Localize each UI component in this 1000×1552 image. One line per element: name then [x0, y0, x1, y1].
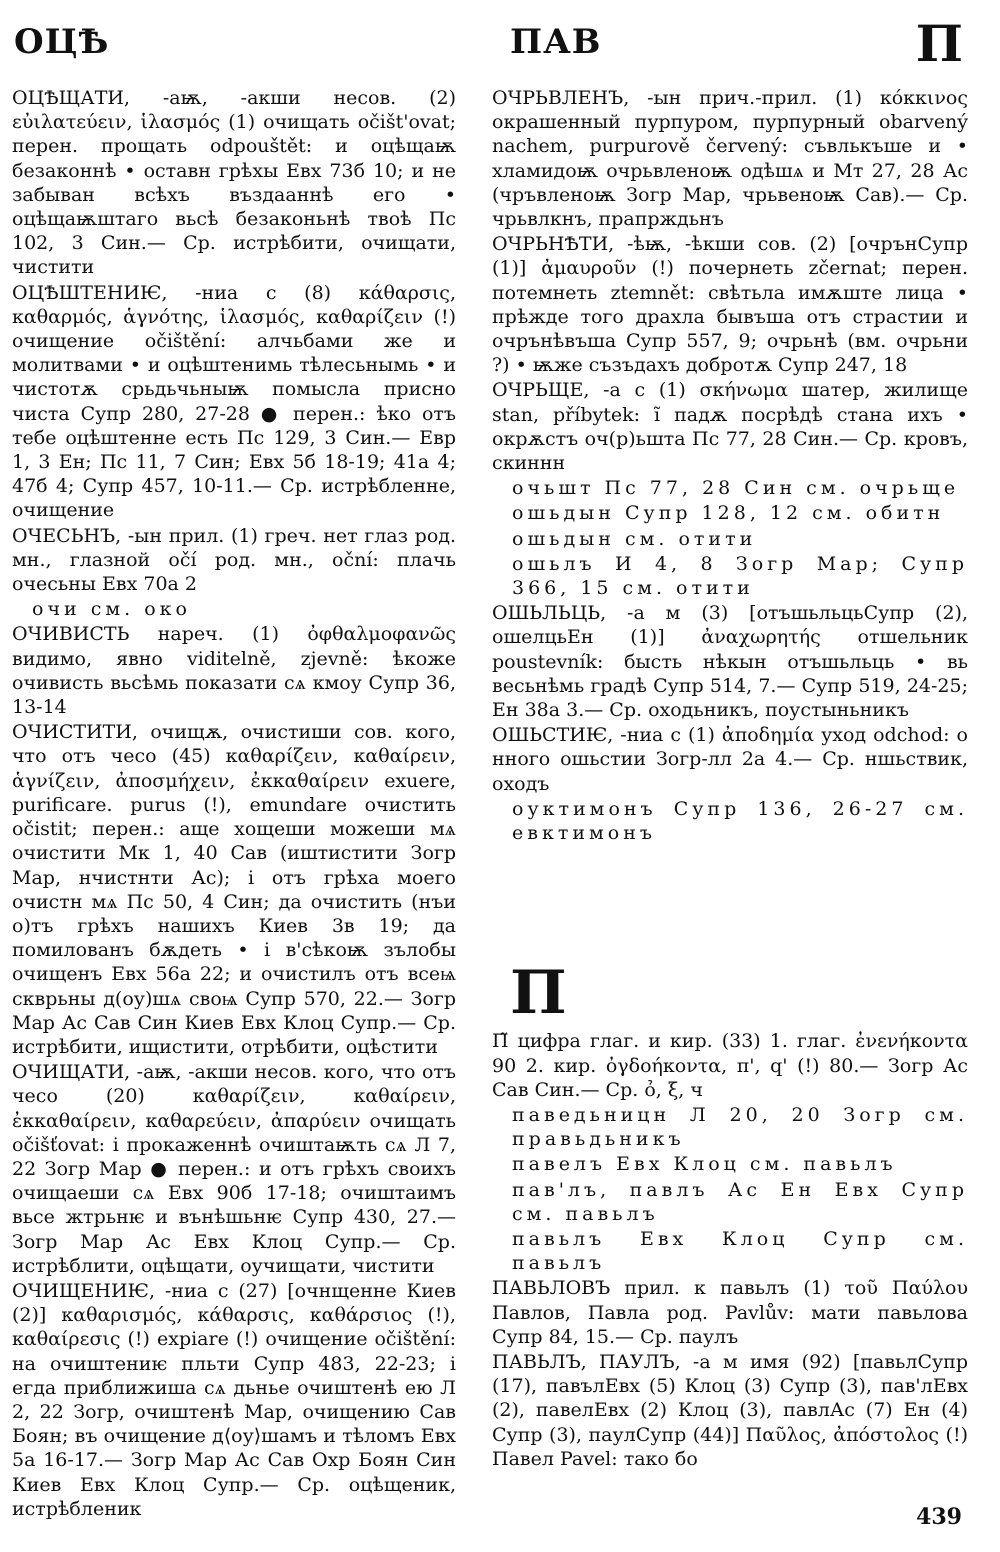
dictionary-entry: ОЧИСТИТИ, очищѫ, очистиши сов. кого, что отъ чесо (45) καθαρίζειν, καθαίρειν, ἁγνίζειν, ἀποσμήχειν, ἐκκαθαίρειν exuere, purificare. purus (!), emundare очистить očistit; перен.: аще хощеши можеши мѧ очистити Мк 1, 40 Сав (иштистити Зогр Мар, нчистнти Ас); і отъ грѣха моего очистн мѧ Пс 50, 4 Син; да очистить (нъи о)тъ грѣхъ нашихъ Киев 3в 19; да помилованъ бѫдеть • і в'сѣкоѭ зълобы очищенъ Евх 56а 22; и очистилъ отъ всеѩ скврьны д(оу)шѧ своѩ Супр 570, 22.— Зогр Мар Ас Сав Син Киев Евх Клоц Супр.— Ср. истрѣбити, ищистити, отрѣбити, оцѣстити [12, 721, 456, 1058]
cross-reference: павьлъ Евх Клоц Супр см. павьлъ [512, 1227, 968, 1275]
cross-reference: ошьдын см. отити [512, 527, 757, 550]
dictionary-entry: ОЧРЬВЛЕНЪ, -ын прич.-прил. (1) κόκκινος окрашенный пурпуром, пурпурный obarvený nachem, purpurově červený: съвлькъше и • хламидоѭ очрьвленоѭ одѣшѧ и Мт 27, 28 Ас (чръвленоѭ Зогр Мар, чрьвеноѭ Сав).— Ср. чрьвлкнъ, прапрждьнъ [492, 87, 968, 231]
dictionary-entry: ОЦѢШТЕНИѤ, -ниа с (8) κάθαρσις, καθαρμός, ἁγνότης, ἱλασμός, καθαρίζειν (!) очищение očištění: алчьбами же и молитвами • и оцѣштенимь тѣлесьнымь • и чистотѫ срьдьчьныѭ помысла присно чиста Супр 280, 27-28 ● перен.: ѣко отъ тебе оцѣштенне есть Пс 129, 3 Син.— Евр 1, 3 Ен; Пс 11, 7 Син; Евх 5б 18-19; 41а 4; 47б 4; Супр 457, 10-11.— Ср. истрѣбленне, очищение [12, 281, 456, 522]
page-number: 439 [916, 1504, 962, 1530]
cross-reference: павелъ Евх Клоц см. павьлъ [512, 1153, 897, 1176]
dictionary-entry: ОШЬЛЬЦЬ, -а м (3) [отъшьльцьСупр (2), ошелцьЕн (1)] ἀναχωρητής отшельник poustevník: бысть нѣкын отъшьльць • вь весьнѣмь градѣ Супр 514, 7.— Супр 519, 24-25; Ен 38а 3.— Ср. оходьникъ, поустыньникъ [492, 602, 968, 722]
dictionary-entry: ПАВЬЛОВЪ прил. к павьлъ (1) τοῦ Παύλου Павлов, Павла род. Pavlův: мати павьлова Супр 84, 15.— Ср. паулъ [492, 1277, 968, 1348]
section-letter: П [510, 958, 567, 1029]
dictionary-entry: ОЧИЩЕНИѤ, -ниа с (27) [очнщенне Киев (2)] καθαρισμός, κάθαρσις, καθάρσιος (!), καθαίρεσις (!) expiare (!) очищение očištění: на очиштениѥ пльти Супр 483, 22-23; і егда приближиша сѧ дьнье очиштенѣ ею Л 2, 22 Зогр, очиштенѣ Мар, очищению Сав Боян; въ очищение д⟨оу⟩шамъ и тѣломъ Евх 5а 16-17.— Зогр Мар Ас Сав Охр Боян Син Киев Евх Клоц Супр.— Ср. оцѣщеник, истрѣбленик [12, 1279, 456, 1520]
cross-reference: пав'лъ, павлъ Ас Ен Евх Супр см. павьлъ [512, 1178, 968, 1225]
dictionary-entry: ОЦѢЩАТИ, -аѭ, -акши несов. (2) εὐιλατεύειν, ἱλασμός (1) очищать očišt'ovat; перен. прощать odpouštět: и оцѣщаѭ безаконнѣ • оставн грѣхы Евх 73б 10; и не забыван всѣхъ въздааннѣ его • оцѣщаѭштаго вьсѣ безаконьнѣ твоѣ Пс 102, 3 Син.— Ср. истрѣбити, очищати, чистити [12, 87, 456, 279]
cross-reference: очи см. око [32, 598, 191, 621]
cross-reference: ошьдын Супр 128, 12 см. обитн [512, 502, 945, 525]
dictionary-entry: ОЧРЬЩЕ, -а с (1) σκήνωμα шатер, жилище stan, příbytek: ĩ падѫ посрѣдѣ стана ихъ • окрѫстъ оч(р)ьшта Пс 77, 28 Син.— Ср. кровъ, скиннн [492, 379, 968, 475]
running-head-left: ОЦѢ [14, 22, 110, 62]
running-head-middle: ПАВ [510, 22, 602, 62]
dictionary-entry: ОЧРЬНѢТИ, -ѣѭ, -ѣкши сов. (2) [очрънСупр (1)] ἀμαυροῦν (!) почернеть zčernat; перен. потемнеть ztemnět: свѣтьла имѫште лица • прѣжде того драхла бывъша отъ страстии и очрънѣвъша Супр 557, 9; очрьнѣ (вм. очрьни ?) • ѭже съзъдахъ добротѫ Супр 247, 18 [492, 233, 968, 377]
cross-reference: оуктимонъ Супр 136, 26-27 см. евктимонъ [512, 797, 968, 845]
dictionary-entry: ОЧИЩАТИ, -аѭ, -акши несов. кого, что отъ чесо (20) καθαρίζειν, καθαίρειν, ἐκκαθαίρειν, καθαρεύειν, ἀπαρύειν очищать očišťovat: і прокаженнѣ очиштаѭть сѧ Л 7, 22 Зогр Мар ● перен.: и отъ грѣхъ своихъ очищаеши сѧ Евх 90б 17-18; очиштаимъ вьсе жтрьнѥ и вънѣшьнѥ Супр 430, 27.— Зогр Мар Ас Евх Клоц Супр.— Ср. истрѣблити, оцѣщати, оучищати, чистити [12, 1061, 456, 1277]
dictionary-entry: П̃ цифра глаг. и кир. (33) 1. глаг. ἐνενήκοντα 90 2. кир. ὀγδοήκοντα, π', q' (!) 80.— Зогр Ас Сав Син.— Ср. ỏ, ξ, ч [492, 1030, 968, 1101]
cross-reference: ошьлъ И 4, 8 Зогр Мар; Супр 366, 15 см. отити [512, 552, 968, 600]
left-column [12, 86, 456, 1522]
dictionary-entry: ОЧЕСЬНЪ, -ын прил. (1) греч. нет глаз род. мн., глазной očí род. мн., oční: плачь очесьны Евх 70а 2 [12, 524, 456, 596]
right-column [492, 86, 968, 1472]
dictionary-entry: ПАВЬЛЪ, ПАУЛЪ, -а м имя (92) [павьлСупр (17), павълЕвх (5) Клоц (3) Супр (3), пав'лЕвх (2), павелЕвх (2) Клоц (3), павлАс (7) Ен (4) Супр (3), паулСупр (44)] Παῦλος, ἀπόστολος (!) Павел Pavel: тако бо [492, 1350, 968, 1470]
cross-reference: паведьницн Л 20, 20 Зогр см. правьдьникъ [512, 1103, 968, 1151]
cross-reference: очьшт Пс 77, 28 Син см. очрьще [512, 477, 960, 500]
dictionary-entry: ОШЬСТИѤ, -ниа с (1) ἀποδημία уход odchod: о нного ошьстии Зогр-лл 2а 4.— Ср. ншьствик, оходъ [492, 724, 968, 795]
running-head-letter: П [915, 14, 964, 73]
dictionary-entry: ОЧИВИСТЬ нареч. (1) ὀφθαλμοφανῶς видимо, явно viditelně, zjevně: ѣкоже очивисть вьсѣмь показати сѧ кмоу Супр 36, 13-14 [12, 623, 456, 719]
